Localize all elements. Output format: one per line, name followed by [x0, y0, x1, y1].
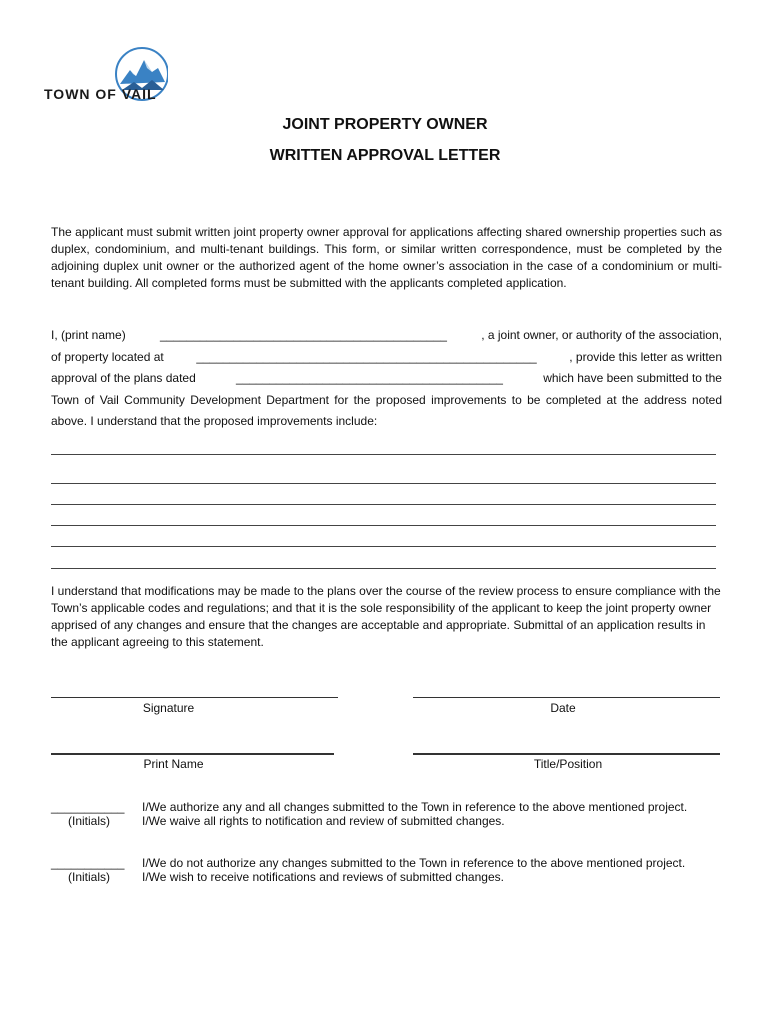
print-name-label: I, (print name): [51, 328, 126, 342]
title-position-line[interactable]: [413, 753, 720, 755]
signature-label: Signature: [142, 701, 195, 715]
print-name-field[interactable]: ___________________________________________: [159, 328, 447, 342]
submitted-text: which have been submitted to the: [543, 371, 722, 385]
title-position-label: Title/Position: [533, 757, 603, 771]
initials-label: (Initials): [68, 870, 111, 884]
improvements-line[interactable]: [51, 568, 716, 569]
statement-line-3: [51, 371, 722, 385]
logo-text: TOWN OF VAIL: [44, 86, 157, 102]
plans-dated-field[interactable]: ________________________________________: [236, 371, 503, 385]
acknowledgement-paragraph: I understand that modifications may be made to the plans over the course of the review process to ensure compliance with the Town’s applicable codes and regulations; and that it is the sole responsibility of the applicant to keep the joint property owner apprised of any changes and ensure that the changes are acceptable and appropriate. Submittal of an application results in the applicant agreeing to this statement.: [51, 584, 721, 649]
date-label: Date: [550, 701, 576, 715]
statement-continuation: Town of Vail Community Development Department for the proposed improvements to be completed at the address noted above. I understand that the proposed improvements include:: [51, 393, 722, 428]
statement-line-2: [51, 350, 722, 364]
receive-notifications-statement: I/We wish to receive notifications and reviews of submitted changes.: [142, 870, 504, 884]
waive-rights-statement: I/We waive all rights to notification and review of submitted changes.: [142, 814, 505, 828]
town-of-vail-logo: [44, 46, 168, 106]
initials-label: (Initials): [68, 814, 111, 828]
intro-paragraph: The applicant must submit written joint property owner approval for applications affecting shared ownership properties such as duplex, condominium, and multi-tenant buildings. This form, or similar written correspondence, must be completed by the adjoining duplex unit owner or the authorized agent of the home owner’s association in the case of a condominium or multi-tenant building. All completed forms must be submitted with the applicants completed application.: [51, 225, 722, 290]
print-name-sig-label: Print Name: [143, 757, 204, 771]
joint-owner-text: , a joint owner, or authority of the association,: [481, 328, 722, 342]
plans-dated-label: approval of the plans dated: [51, 371, 196, 385]
improvements-line[interactable]: [51, 454, 716, 455]
statement-line-1: [51, 328, 722, 342]
improvements-line[interactable]: [51, 525, 716, 526]
print-name-line[interactable]: [51, 753, 334, 755]
signature-line[interactable]: [51, 697, 338, 698]
authorize-statement: I/We authorize any and all changes submitted to the Town in reference to the above mentioned project.: [142, 800, 688, 814]
initials-field-not-authorize[interactable]: ___________: [51, 856, 125, 870]
page-title-line-1: JOINT PROPERTY OWNER: [282, 116, 488, 133]
property-location-label: of property located at: [51, 350, 164, 364]
property-location-field[interactable]: ___________________________________________________: [196, 350, 537, 364]
improvements-line[interactable]: [51, 483, 716, 484]
improvements-line[interactable]: [51, 504, 716, 505]
page-title-line-2: WRITTEN APPROVAL LETTER: [269, 147, 501, 164]
improvements-line[interactable]: [51, 546, 716, 547]
date-line[interactable]: [413, 697, 720, 698]
not-authorize-statement: I/We do not authorize any changes submitted to the Town in reference to the above mentioned project.: [142, 856, 686, 870]
initials-field-authorize[interactable]: ___________: [51, 800, 125, 814]
written-approval-text: , provide this letter as written: [569, 350, 722, 364]
